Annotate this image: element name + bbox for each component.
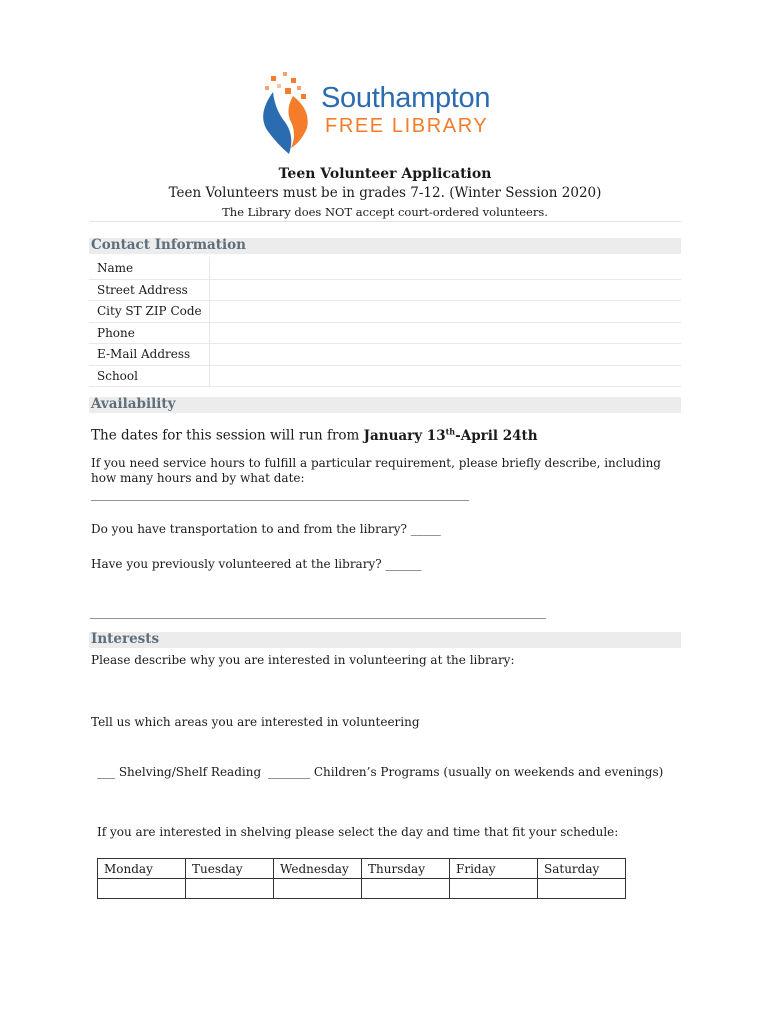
logo-subname: FREE LIBRARY <box>325 115 489 137</box>
wednesday-time-cell[interactable] <box>274 879 362 899</box>
contact-section-header <box>89 238 681 254</box>
previous-volunteer-question[interactable]: Have you previously volunteered at the library? ______ <box>91 557 422 571</box>
email-field[interactable] <box>210 344 682 366</box>
areas-question: Tell us which areas you are interested in volunteering <box>91 715 420 729</box>
field-label: Name <box>89 258 210 279</box>
interest-reason-question: Please describe why you are interested in volunteering at the library: <box>91 653 515 667</box>
field-label: City ST ZIP Code <box>89 301 210 323</box>
shelving-option[interactable]: ___ Shelving/Shelf Reading <box>97 765 262 779</box>
section-divider-line: ____________________________________________________________________________ <box>90 605 546 619</box>
contact-table <box>89 258 681 387</box>
start-date: January 13 <box>363 427 446 444</box>
schedule-table <box>97 858 626 899</box>
end-date: -April 24th <box>455 427 538 444</box>
field-label: Street Address <box>89 279 210 301</box>
day-wednesday: Wednesday <box>274 859 362 879</box>
field-label: School <box>89 365 210 387</box>
contact-row-school <box>89 365 681 387</box>
schedule-header-row <box>98 859 626 879</box>
page-title: Teen Volunteer Application <box>278 166 492 182</box>
phone-field[interactable] <box>210 322 682 344</box>
schedule-entry-row <box>98 879 626 899</box>
school-field[interactable] <box>210 365 682 387</box>
logo-mark-icon <box>255 70 325 156</box>
availability-section-header <box>89 397 681 413</box>
court-ordered-note: The Library does NOT accept court-ordered volunteers. <box>222 205 548 219</box>
page-subtitle: Teen Volunteers must be in grades 7-12. (Winter Session 2020) <box>168 185 602 201</box>
contact-row-email <box>89 344 681 366</box>
session-dates: The dates for this session will run from January 13th-April 24th <box>91 426 538 444</box>
day-saturday: Saturday <box>538 859 626 879</box>
monday-time-cell[interactable] <box>98 879 186 899</box>
day-tuesday: Tuesday <box>186 859 274 879</box>
transportation-question[interactable]: Do you have transportation to and from the library? _____ <box>91 522 441 536</box>
library-logo <box>255 70 525 156</box>
contact-row-street <box>89 279 681 301</box>
childrens-programs-option[interactable]: _______ Children’s Programs (usually on weekends and evenings) <box>268 765 664 779</box>
header-divider <box>89 221 681 222</box>
service-hours-question: If you need service hours to fulfill a particular requirement, please briefly describe, including how many hours and by what date: <box>91 456 661 485</box>
street-address-field[interactable] <box>210 279 682 301</box>
thursday-time-cell[interactable] <box>362 879 450 899</box>
field-label: E-Mail Address <box>89 344 210 366</box>
day-monday: Monday <box>98 859 186 879</box>
tuesday-time-cell[interactable] <box>186 879 274 899</box>
contact-row-city <box>89 301 681 323</box>
friday-time-cell[interactable] <box>450 879 538 899</box>
logo-name: Southampton <box>321 82 491 114</box>
saturday-time-cell[interactable] <box>538 879 626 899</box>
contact-heading: Contact Information <box>91 237 246 253</box>
day-thursday: Thursday <box>362 859 450 879</box>
contact-row-phone <box>89 322 681 344</box>
interests-section-header <box>89 632 681 648</box>
name-field[interactable] <box>210 258 682 279</box>
service-hours-line[interactable]: _______________________________________________________________ <box>91 487 469 501</box>
day-friday: Friday <box>450 859 538 879</box>
availability-heading: Availability <box>91 396 176 412</box>
interests-heading: Interests <box>91 631 160 647</box>
shelving-schedule-prompt: If you are interested in shelving please select the day and time that fit your schedule: <box>97 825 619 839</box>
contact-row-name <box>89 258 681 279</box>
field-label: Phone <box>89 322 210 344</box>
city-zip-field[interactable] <box>210 301 682 323</box>
